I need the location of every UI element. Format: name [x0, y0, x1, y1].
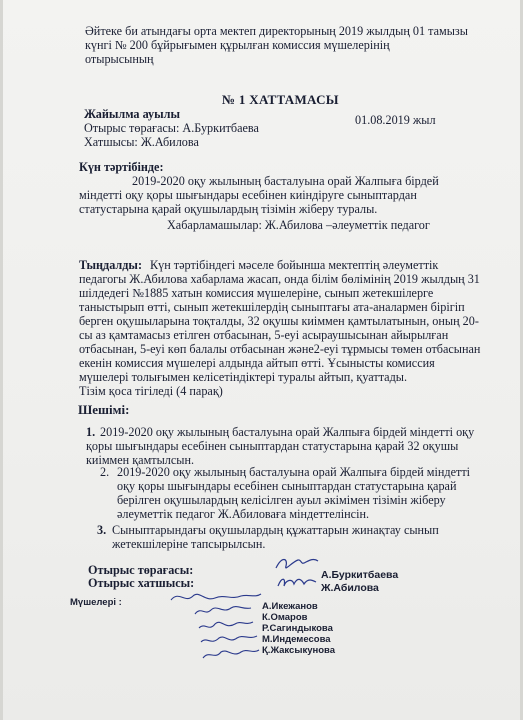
- header-line-1: Әйтеке би атындағы орта мектеп директорының 2019 жылдың 01 тамызы: [85, 24, 468, 38]
- decision-line: оқу қоры шығындары есебінен сыныптардан статустарына қарай: [117, 479, 457, 493]
- decision-line: әлеуметтік педагог Ж.Абиловаға міндеттелінсін.: [117, 507, 370, 521]
- listened-line: отбасынан, 5-еуі көп балалы отбасынан және2-еуі тұрмысы төмен отбасынан: [79, 342, 481, 356]
- member-name: К.Омаров: [262, 612, 308, 623]
- agenda-line: статустарына қарай оқушылардың тізімін жіберу туралы.: [79, 202, 378, 216]
- secretary-line: Хатшысы: Ж.Абилова: [84, 135, 199, 149]
- decision-heading: Шешімі:: [78, 402, 130, 417]
- members-signatures: [165, 586, 265, 666]
- listened-line: педагогы Ж.Абилова хабарлама жасап, онда білім бөлімінің 2019 жылдың 31: [79, 272, 480, 286]
- decision-number: 2.: [100, 465, 110, 479]
- members-label: Мүшелері :: [70, 597, 122, 608]
- agenda-speaker: Хабарламашылар: Ж.Абилова –әлеуметтік педагог: [167, 218, 430, 232]
- document-title: № 1 ХАТТАМАСЫ: [222, 92, 339, 107]
- listened-line: Тізім қоса тігіледі (4 парақ): [79, 384, 223, 398]
- decision-line: 2019-2020 оқу жылының басталуына орай Жалпыға бірдей міндетті оқу: [100, 425, 475, 439]
- decision-line: киіммен қамтылсын.: [86, 453, 195, 467]
- listened-line: шілдедегі №1885 хатын комиссия мүшелеріне, сынып жетекшілерге: [79, 286, 434, 300]
- header-line-2: күнгі № 200 бұйрығымен құрылған комиссия мүшелерінің: [85, 38, 390, 52]
- member-name: Қ.Жаксыкунова: [262, 645, 336, 656]
- listened-line: таныстырып өтті, сынып жетекшілердің сыныптағы ата-аналармен бірігіп: [79, 300, 465, 314]
- scan-edge-left: [0, 0, 3, 720]
- decision-number: 1.: [86, 425, 96, 439]
- agenda-line: 2019-2020 оқу жылының басталуына орай Жалпыға бірдей: [132, 174, 439, 188]
- listened-line: мүшелері толығымен келісетіндіктері туралы айтып, қуаттады.: [79, 370, 408, 384]
- document-date: 01.08.2019 жыл: [355, 113, 436, 127]
- listened-line: берген оқушыларына тоқталды, 32 оқушы киіммен қамтылатынын, оның 20-: [79, 314, 479, 328]
- secretary-name: Ж.Абилова: [321, 582, 379, 594]
- decision-line: 2019-2020 оқу жылының басталуына орай Жалпыға бірдей міндетті: [117, 465, 471, 479]
- member-name: Р.Сагиндыкова: [262, 623, 333, 634]
- chair-signature-label: Отырыс төрағасы:: [88, 563, 194, 577]
- decision-line: қоры шығындары есебінен сыныптардан статустарына қарай 32 оқушы: [86, 439, 459, 453]
- decision-line: Сыныптарындағы оқушылардың құжаттарын жинақтау сынып: [112, 523, 439, 537]
- decision-line: жетекшілеріне тапсырылсын.: [112, 537, 266, 551]
- chair-line: Отырыс төрағасы: А.Буркитбаева: [84, 121, 259, 135]
- decision-number: 3.: [97, 523, 107, 537]
- listened-heading: Тыңдалды:: [79, 258, 143, 272]
- decision-line: берілген оқушылардың келісілген ауыл әкімімен тізімін жіберу: [117, 493, 446, 507]
- place-name: Жайылма ауылы: [84, 107, 181, 121]
- chair-name: А.Буркитбаева: [321, 569, 399, 581]
- agenda-heading: Күн тәртібінде:: [79, 160, 164, 174]
- agenda-line: міндетті оқу қоры шығындары есебінен киіндіруге сыныптардан: [79, 188, 417, 202]
- header-line-3: отырысының: [85, 52, 154, 66]
- member-name: А.Икежанов: [262, 601, 318, 612]
- chair-signature: [272, 552, 322, 594]
- member-name: М.Индемесова: [262, 634, 331, 645]
- listened-line: сы аз қамтамасыз етілген отбасынан, 5-еуі асыраушысынан айырылған: [79, 328, 449, 342]
- listened-line: екенін комиссия мүшелері алдында айтып өтті. Ұсынысты комиссия: [79, 356, 435, 370]
- secretary-signature-label: Отырыс хатшысы:: [88, 576, 195, 590]
- listened-first-line: Күн тәртібіндегі мәселе бойынша мектептің әлеуметтік: [150, 258, 439, 272]
